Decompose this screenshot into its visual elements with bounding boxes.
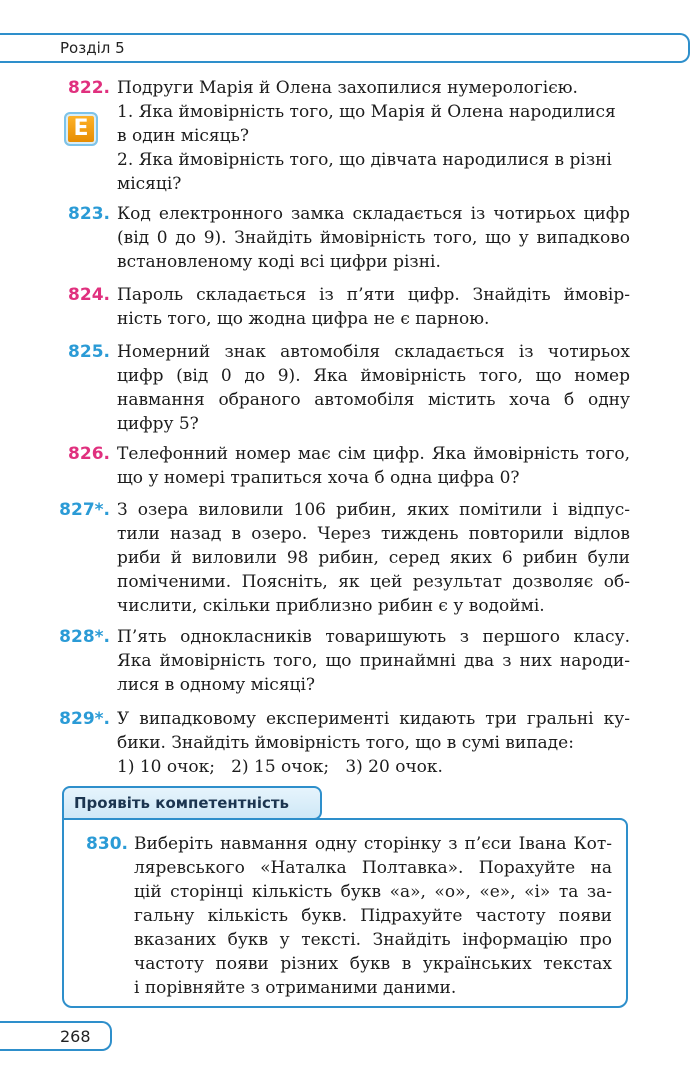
section-header [0, 33, 690, 63]
problem-text [134, 832, 612, 1000]
problem-line: навмання обраного автомобіля містить хоча б одну [117, 390, 630, 410]
problem-line: частоту появи різних букв в українських текстах [134, 954, 612, 974]
problem-number: 823. [68, 204, 110, 224]
problem-line: що у номері трапиться хоча б одна цифра 0? [117, 468, 520, 488]
level-e-badge-icon [64, 112, 98, 146]
problem-text [117, 283, 630, 331]
problem-text [117, 707, 630, 779]
problem-line: Подруги Марія й Олена захопилися нумерологією. [117, 78, 578, 98]
problem-line: лися в одному місяці? [117, 675, 316, 695]
problem-line: цифр (від 0 до 9). Яка ймовірність того, що номер [117, 366, 630, 386]
problem-text [117, 202, 630, 274]
problem-line: Код електронного замка складається із чотирьох цифр [117, 204, 630, 224]
problem-number: 827*. [59, 500, 110, 520]
problem-line: цій сторінці кількість букв «а», «о», «е», «і» та за- [134, 882, 612, 902]
problem-line: Номерний знак автомобіля складається із чотирьох [117, 342, 630, 362]
problem-line: З озера виловили 106 рибин, яких помітили і відпус- [117, 500, 630, 520]
competence-tab-label: Проявіть компетентність [74, 794, 290, 812]
problem-line: і порівняйте з отриманими даними. [134, 978, 457, 998]
problem-line: встановленому коді всі цифри різні. [117, 252, 441, 272]
section-title: Розділ 5 [60, 39, 125, 57]
problem-line: місяці? [117, 174, 182, 194]
problem-line: поміченими. Поясніть, як цей результат дозволяє об- [117, 572, 630, 592]
problem-text [117, 625, 630, 697]
problem-line: П’ять однокласників товаришують з першого класу. [117, 627, 630, 647]
problem-number: 830. [86, 834, 128, 854]
problem-number: 824. [68, 285, 110, 305]
problem-line: Виберіть навмання одну сторінку з п’єси Івана Кот- [134, 834, 612, 854]
problem-text [117, 442, 630, 490]
problem-line: вказаних букв у тексті. Знайдіть інформацію про [134, 930, 612, 950]
problem-text [117, 76, 630, 196]
badge-letter: Е [73, 116, 89, 141]
problem-line: ність того, що жодна цифра не є парною. [117, 309, 490, 329]
problem-text [117, 498, 630, 618]
problem-number: 822. [68, 78, 110, 98]
problem-line: У випадковому експерименті кидають три гральні ку- [117, 709, 630, 729]
problem-line: (від 0 до 9). Знайдіть ймовірність того, що у випадково [117, 228, 630, 248]
problem-line: риби й виловили 98 рибин, серед яких 6 рибин були [117, 548, 630, 568]
problem-line: 1. Яка ймовірність того, що Марія й Олена народилися [117, 102, 616, 122]
problem-line: Пароль складається із п’яти цифр. Знайдіть ймовір- [117, 285, 630, 305]
problem-line: бики. Знайдіть ймовірність того, що в сумі випаде: [117, 733, 574, 753]
problem-number: 829*. [59, 709, 110, 729]
problem-line: 1) 10 очок; 2) 15 очок; 3) 20 очок. [117, 757, 443, 777]
problem-line: цифру 5? [117, 414, 199, 434]
page-number: 268 [60, 1027, 91, 1046]
problem-line: 2. Яка ймовірність того, що дівчата народилися в різні [117, 150, 612, 170]
competence-tab [62, 786, 322, 820]
problem-line: в один місяць? [117, 126, 249, 146]
problem-line: числити, скільки приблизно рибин є у водоймі. [117, 596, 545, 616]
problem-line: Телефонний номер має сім цифр. Яка ймовірність того, [117, 444, 630, 464]
problem-number: 826. [68, 444, 110, 464]
problem-line: Яка ймовірність того, що принаймні два з них народи- [117, 651, 630, 671]
problem-line: гальну кількість букв. Підрахуйте частоту появи [134, 906, 612, 926]
problem-text [117, 340, 630, 436]
page-footer [0, 1021, 112, 1051]
problem-line: тили назад в озеро. Через тиждень повторили відлов [117, 524, 630, 544]
problem-number: 828*. [59, 627, 110, 647]
problem-number: 825. [68, 342, 110, 362]
problem-line: ляревського «Наталка Полтавка». Порахуйте на [134, 858, 612, 878]
